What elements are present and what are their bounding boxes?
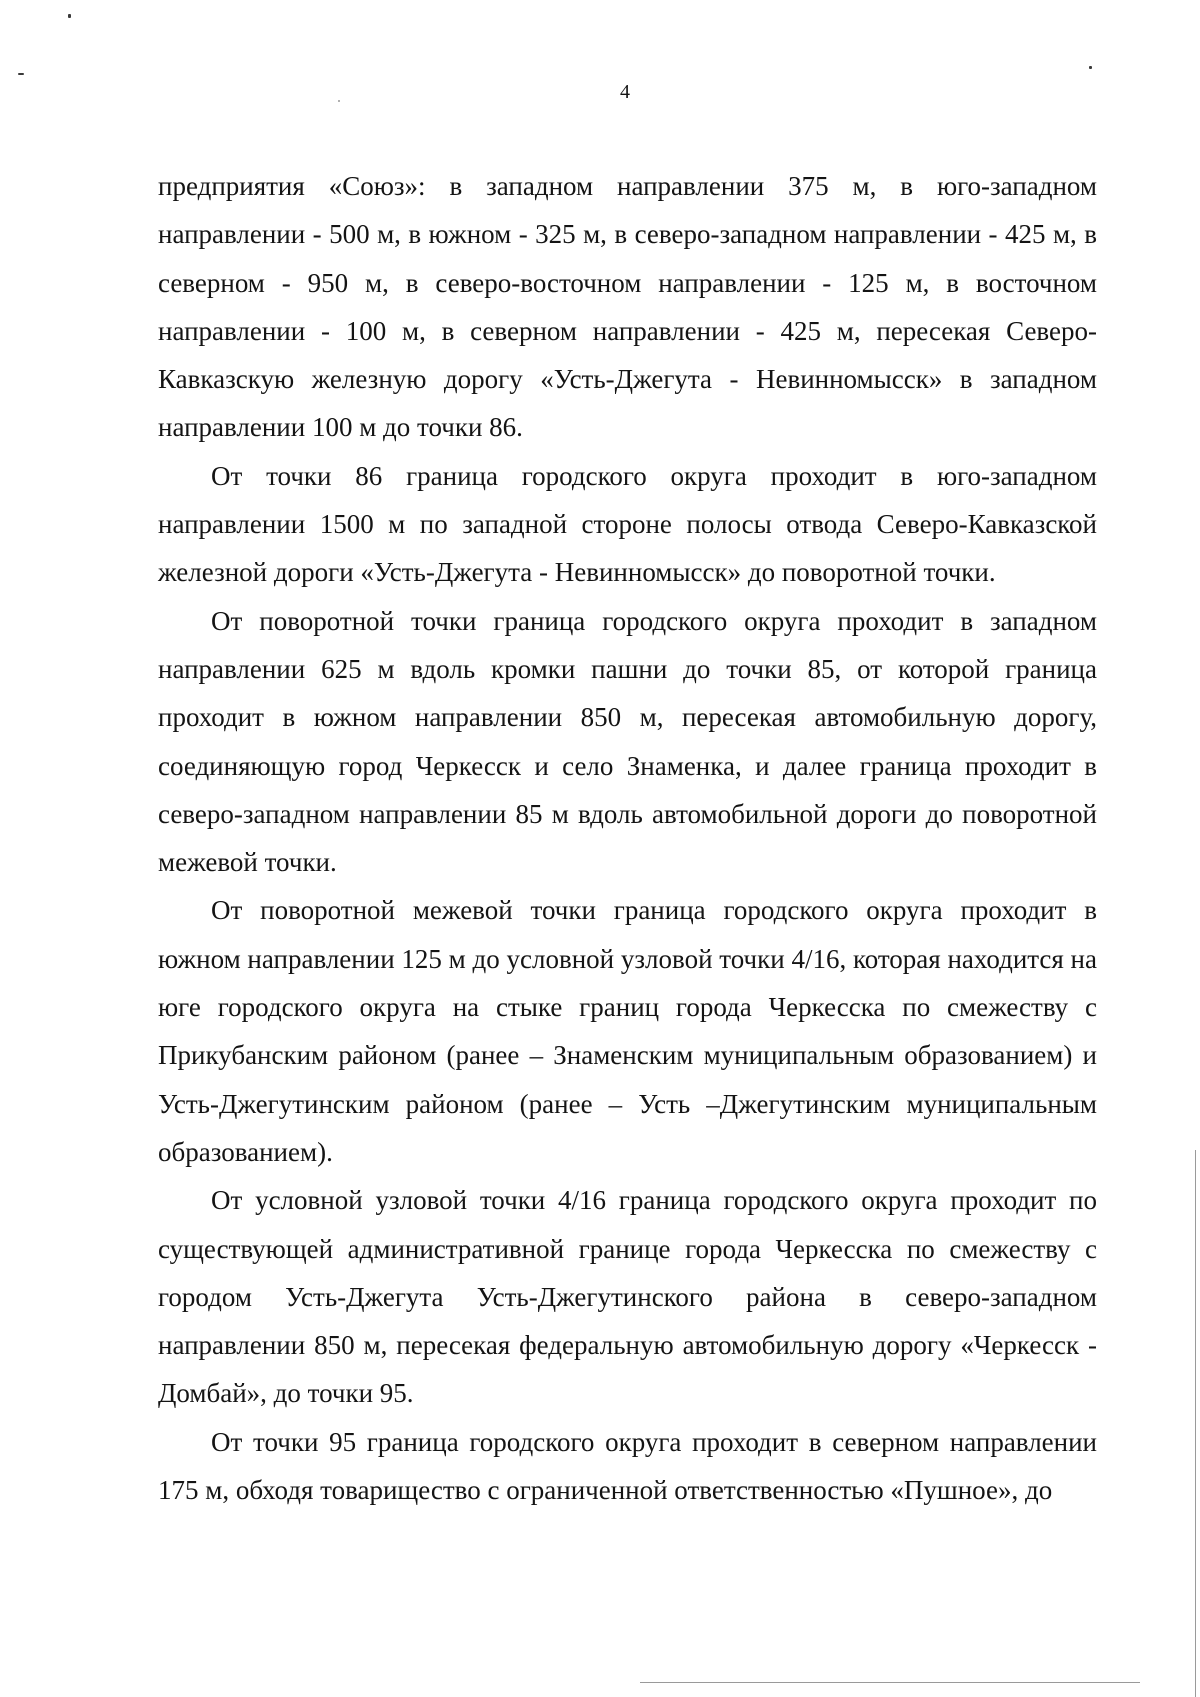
page-number: 4 (620, 81, 630, 103)
paragraph-5: От условной узловой точки 4/16 граница городского округа проходит по существующей административной границе города Черкесска по смежеству с городом Усть-Джегута Усть-Джегутинского района в северо-западном направлении 850 м, пересекая федеральную автомобильную дорогу «Черкесск - Домбай», до точки 95. (158, 1185, 1097, 1409)
scan-edge-line-right (1195, 1150, 1196, 1697)
scan-speck-left-margin (18, 73, 24, 75)
paragraph-2: От точки 86 граница городского округа проходит в юго-западном направлении 1500 м по западной стороне полосы отвода Северо-Кавказской железной дороги «Усть-Джегута - Невинномысск» до поворотной точки. (158, 460, 1097, 588)
scan-speck-top-right (1089, 66, 1092, 69)
paragraph-3: От поворотной точки граница городского округа проходит в западном направлении 625 м вдоль кромки пашни до точки 85, от которой граница проходит в южном направлении 850 м, пересекая автомобильную дорогу, соединяющую город Черкесск и село Знаменка, и далее граница проходит в северо-западном направлении 85 м вдоль автомобильной дороги до поворотной межевой точки. (158, 605, 1097, 878)
paragraph-4: От поворотной межевой точки граница городского округа проходит в южном направлении 125 м до условной узловой точки 4/16, которая находится на юге городского округа на стыке границ города Черкесска по смежеству с Прикубанским районом (ранее – Знаменским муниципальным образованием) и Усть-Джегутинским районом (ранее – Усть –Джегутинским муниципальным образованием). (158, 895, 1097, 1167)
document-body (158, 162, 1097, 1514)
paragraph-1: предприятия «Союз»: в западном направлении 375 м, в юго-западном направлении - 500 м, в южном - 325 м, в северо-западном направлении - 425 м, в северном - 950 м, в северо-восточном направлении - 125 м, в восточном направлении - 100 м, в северном направлении - 425 м, пересекая Северо-Кавказскую железную дорогу «Усть-Джегута - Невинномысск» в западном направлении 100 м до точки 86. (158, 171, 1097, 443)
scan-speck-top-left (68, 14, 71, 18)
paragraph-6: От точки 95 граница городского округа проходит в северном направлении 175 м, обходя товарищество с ограниченной ответственностью «Пушное», до (158, 1426, 1097, 1506)
scan-edge-line (640, 1682, 1140, 1683)
